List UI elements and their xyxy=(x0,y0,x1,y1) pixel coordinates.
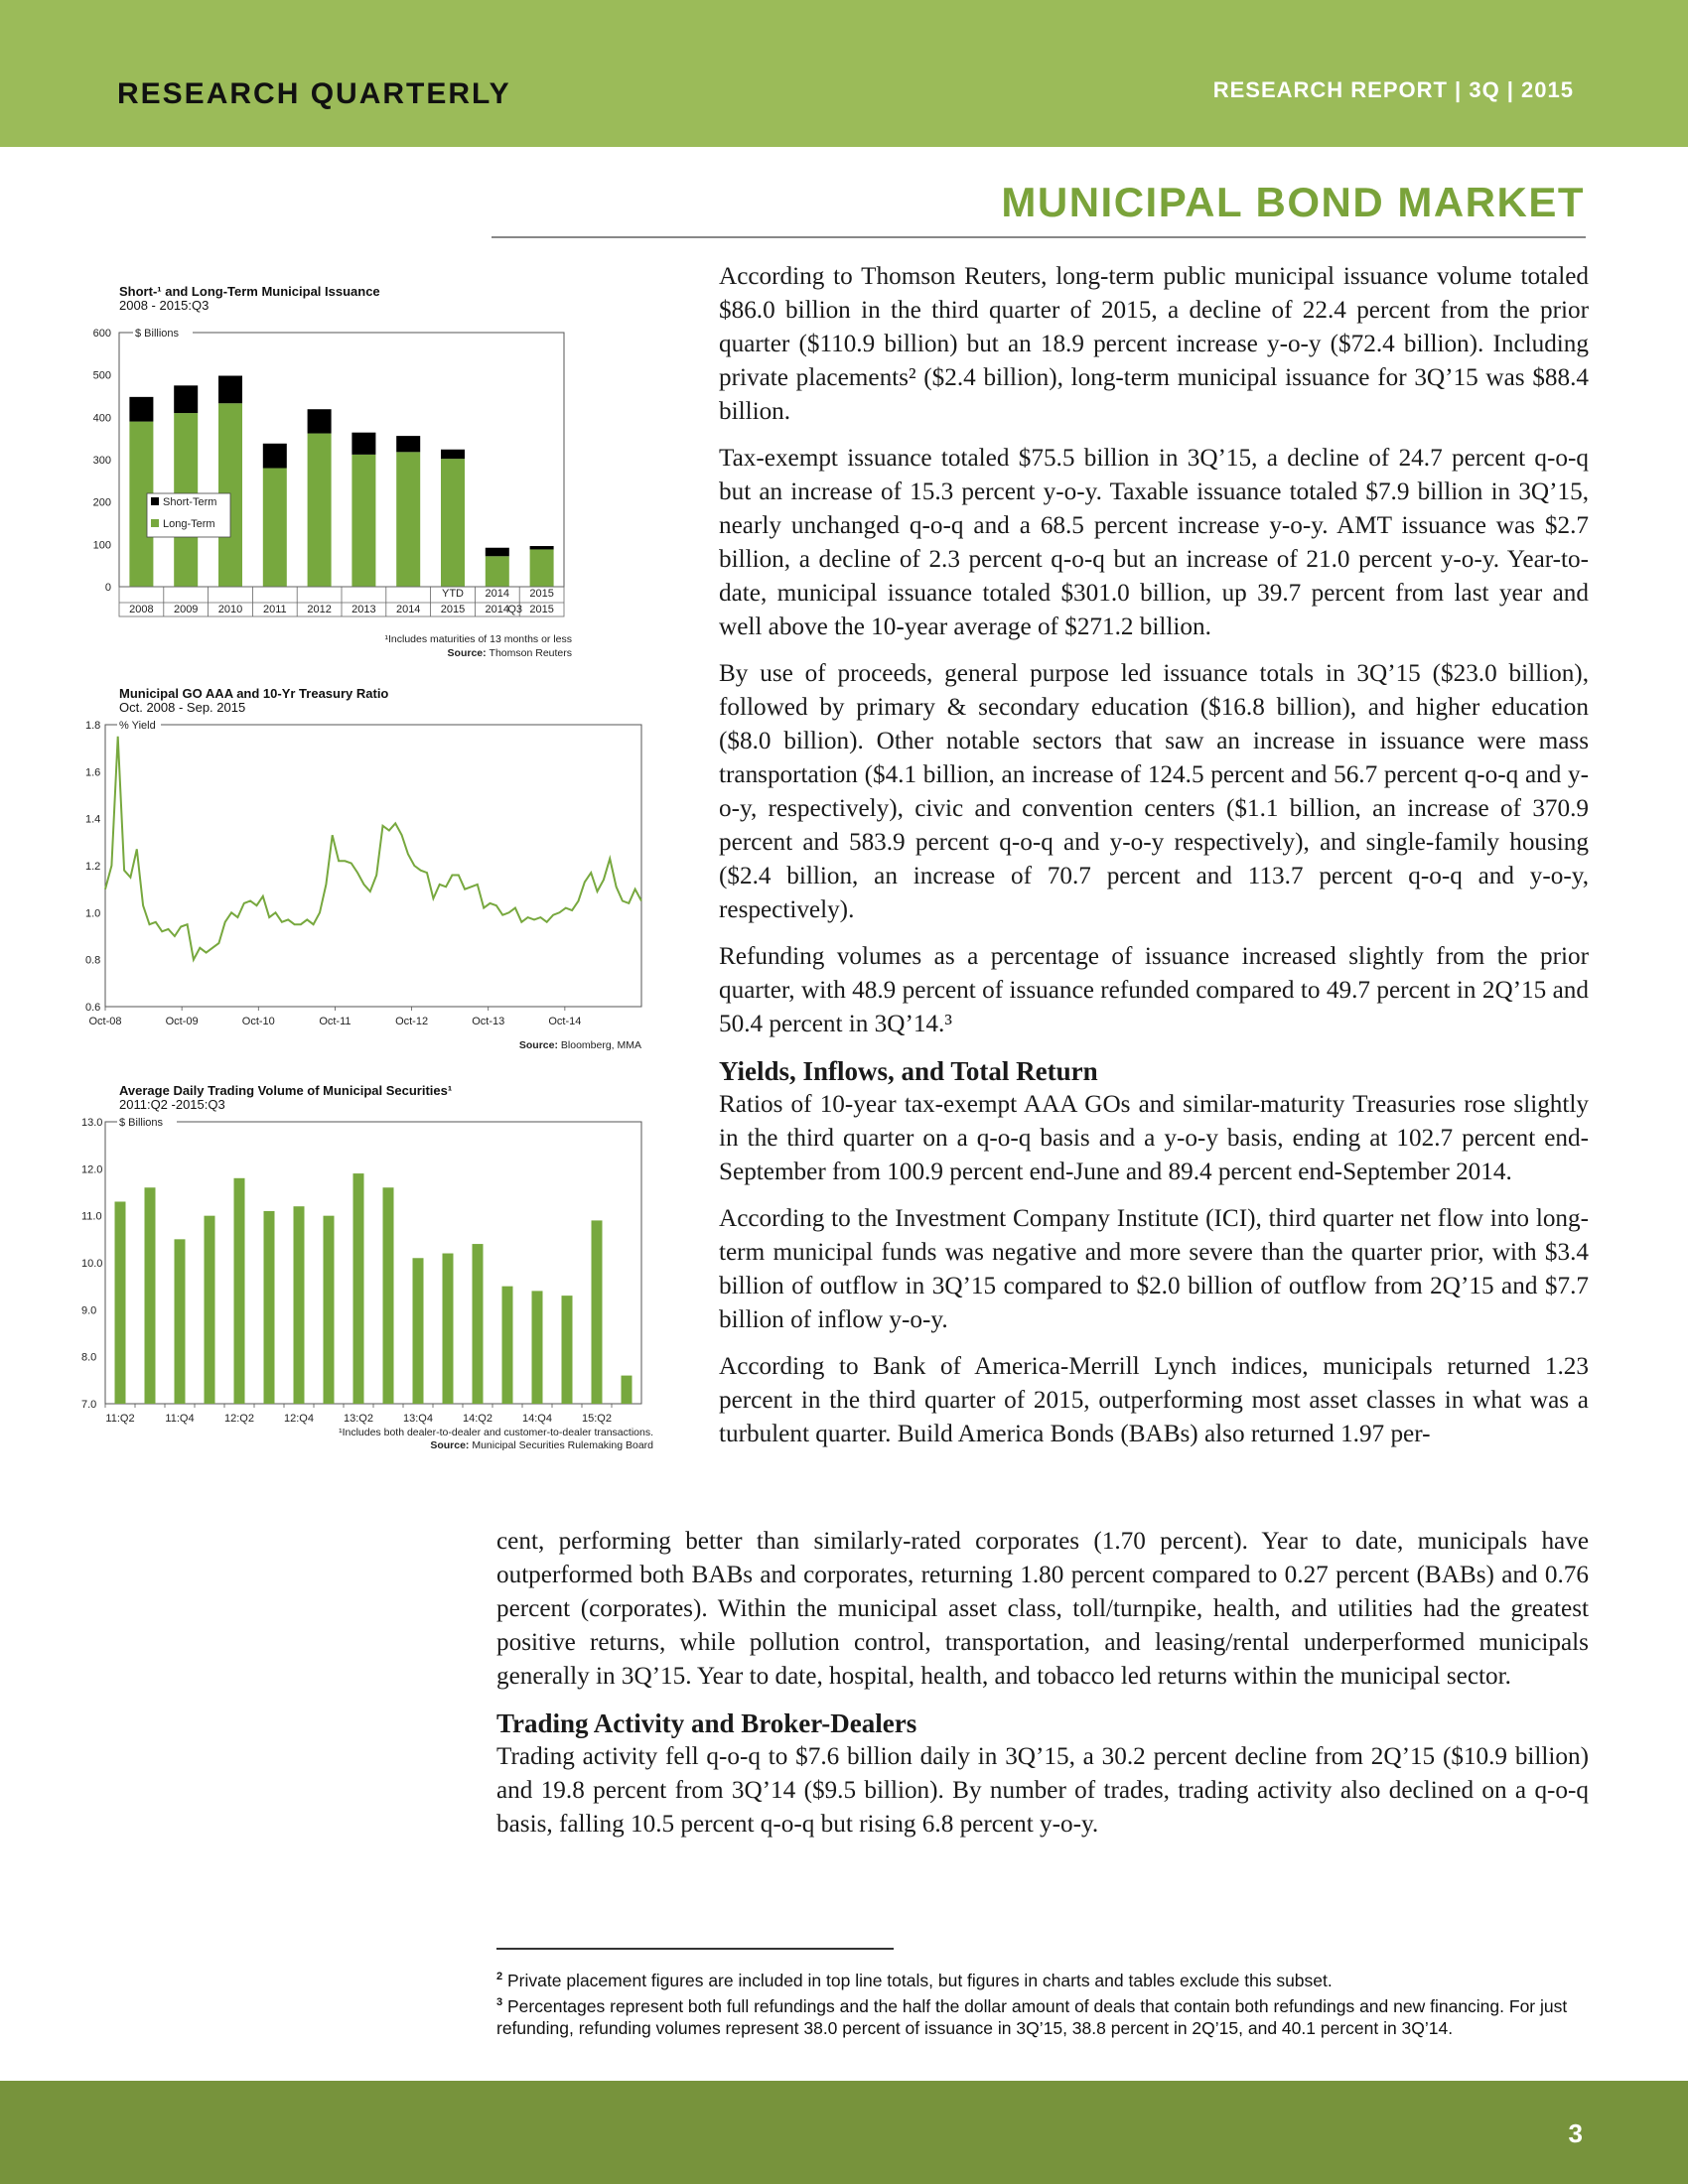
y-tick-label: 100 xyxy=(92,539,111,552)
footnote-2 xyxy=(496,1966,1589,1991)
report-label: RESEARCH REPORT | 3Q | 2015 xyxy=(1212,77,1574,102)
y-tick-label: 9.0 xyxy=(81,1304,97,1317)
volume-bar xyxy=(324,1216,335,1404)
x-tick-label: 11:Q2 xyxy=(105,1413,135,1425)
chart-subtitle: 2008 - 2015:Q3 xyxy=(119,298,210,313)
chart-subtitle: 2011:Q2 -2015:Q3 xyxy=(119,1097,225,1112)
source-text: Municipal Securities Rulemaking Board xyxy=(472,1439,653,1451)
paragraph: Tax-exempt issuance totaled $75.5 billion in 3Q’15, a decline of 24.7 percent q-o-q but an increase of 15.3 percent y-o-y. Taxable issuance totaled $7.9 billion in 3Q’15, nearly unchanged q-o-q and a 68.5 percent increase y-o-y. AMT issuance was $2.7 billion, a decline of 2.3 percent q-o-q but an increase of 21.0 percent y-o-y. Year-to-date, municipal issuance totaled $301.0 billion, up 39.7 percent from last year and well above the 10-year average of $271.2 billion. xyxy=(719,445,1589,640)
x-tick-label: 12:Q4 xyxy=(284,1413,314,1425)
volume-bar xyxy=(264,1211,275,1404)
x-tick-label: 2010 xyxy=(217,604,243,615)
short-term-bar xyxy=(396,436,420,452)
trading-volume-chart xyxy=(81,1082,675,1479)
source-text: Thomson Reuters xyxy=(489,647,572,659)
y-tick-label: 1.6 xyxy=(85,766,101,779)
volume-bar xyxy=(383,1187,394,1404)
volume-bar xyxy=(205,1216,215,1404)
x-tick-label: Oct-12 xyxy=(395,1016,429,1027)
section-heading: Trading Activity and Broker-Dealers xyxy=(496,1708,917,1738)
y-tick-label: 1.0 xyxy=(85,907,101,920)
volume-bar xyxy=(234,1178,245,1404)
paragraph: cent, performing better than similarly-rated corporates (1.70 percent). Year to date, municipals have outperformed both BABs and corporates, returning 1.80 percent compared to 0.27 percent (BABs) and 0.76 percent (corporates). Within the municipal asset class, toll/turnpike, health, and utilities had the greatest positive returns, while pollution control, transportation, and leasing/rental underperformed municipals generally in 3Q’15. Year to date, hospital, health, and tobacco led returns within the municipal sector. xyxy=(496,1528,1589,1690)
publication-title: RESEARCH QUARTERLY xyxy=(117,77,511,110)
x-tick-label-top: YTD xyxy=(442,588,464,600)
volume-bar xyxy=(532,1291,543,1404)
x-tick-label: 13:Q2 xyxy=(344,1413,373,1425)
x-tick-label: 12:Q2 xyxy=(224,1413,254,1425)
legend-swatch-short-term xyxy=(151,497,159,505)
long-term-bar xyxy=(308,434,332,587)
volume-bar xyxy=(115,1201,126,1404)
ratio-chart xyxy=(85,685,675,1072)
source-label: Source: xyxy=(447,647,490,659)
volume-bar xyxy=(473,1244,484,1404)
long-term-bar xyxy=(530,549,554,587)
footnote-text: Private placement figures are included in top line totals, but figures in charts and tables exclude this subset. xyxy=(507,1970,1333,1990)
issuance-chart xyxy=(92,283,675,680)
volume-bar xyxy=(175,1239,186,1404)
x-tick-label-top: 2015 xyxy=(529,588,554,600)
volume-bar xyxy=(145,1187,156,1404)
short-term-bar xyxy=(352,433,375,455)
y-tick-label: 200 xyxy=(92,496,111,509)
section-title: MUNICIPAL BOND MARKET xyxy=(1001,179,1585,225)
title-divider xyxy=(492,236,1586,238)
volume-bar xyxy=(443,1254,454,1404)
chart-source xyxy=(430,1439,653,1451)
volume-bar xyxy=(353,1173,364,1404)
paragraph: According to Thomson Reuters, long-term public municipal issuance volume totaled $86.0 billion in the third quarter of 2015, a decline of 22.4 percent from the prior quarter ($110.9 billion) but an 18.9 percent increase y-o-y ($72.4 billion). Including private placements² ($2.4 billion), long-term municipal issuance for 3Q’15 was $88.4 billion. xyxy=(719,263,1589,425)
section-heading: Yields, Inflows, and Total Return xyxy=(719,1056,1098,1086)
x-tick-label: 2009 xyxy=(173,604,199,615)
plot-frame xyxy=(105,1122,641,1404)
y-tick-label: 11.0 xyxy=(81,1210,102,1223)
y-tick-label: 1.2 xyxy=(85,861,101,873)
volume-bar xyxy=(413,1258,424,1404)
long-term-bar xyxy=(441,459,465,587)
paragraph: By use of proceeds, general purpose led issuance totals in 3Q’15 ($23.0 billion), followed by primary & secondary education ($16.8 billion), and higher education ($8.0 billion). Other notable sectors that saw an increase in issuance were mass transportation ($4.1 billion, an increase of 124.5 percent and 56.7 percent q-o-q and y-o-y, respectively), civic and convention centers ($1.1 billion, an increase of 370.9 percent and 583.9 percent q-o-q and y-o-y respectively), and single-family housing ($2.4 billion, an increase of 70.7 percent and 113.7 percent q-o-q and y-o-y, respectively). xyxy=(719,660,1589,923)
x-tick-label: 2008 xyxy=(129,604,154,615)
short-term-bar xyxy=(308,409,332,433)
source-text: Bloomberg, MMA xyxy=(560,1039,641,1051)
y-tick-label: 600 xyxy=(92,328,111,340)
x-tick-label: Oct-14 xyxy=(548,1016,582,1027)
x-tick-label: 2011 xyxy=(262,604,287,615)
legend-swatch-long-term xyxy=(151,519,159,527)
x-tick-label: 2012 xyxy=(307,604,332,615)
full-width-text xyxy=(496,1525,1589,1854)
x-tick-label: 2015 xyxy=(440,604,466,615)
short-term-bar xyxy=(263,444,287,469)
y-tick-label: 12.0 xyxy=(81,1163,103,1176)
group-label: Q3 xyxy=(507,604,523,615)
page-number: 3 xyxy=(1568,2118,1583,2148)
footnote-divider xyxy=(496,1948,894,1950)
x-tick-label: 2015 xyxy=(529,604,554,615)
source-label: Source: xyxy=(518,1039,561,1051)
paragraph: According to Bank of America-Merrill Lynch indices, municipals returned 1.23 percent in the third quarter of 2015, outperforming most asset classes in what was a turbulent quarter. Build America Bonds (BABs) also returned 1.97 per- xyxy=(719,1353,1589,1447)
x-tick-label: Oct-08 xyxy=(88,1016,122,1027)
footnote-marker: 3 xyxy=(496,1995,503,2008)
y-tick-label: 0 xyxy=(104,582,111,594)
x-tick-label: 14:Q4 xyxy=(522,1413,552,1425)
y-tick-label: 0.6 xyxy=(85,1002,101,1014)
y-axis-unit: % Yield xyxy=(119,720,156,732)
paragraph: Trading activity fell q-o-q to $7.6 billion daily in 3Q’15, a 30.2 percent decline from 2Q’15 ($10.9 billion) and 19.8 percent from 3Q’14 ($9.5 billion). By number of trades, trading activity also declined on a q-o-q basis, falling 10.5 percent q-o-q but rising 6.8 percent y-o-y. xyxy=(496,1743,1589,1838)
x-tick-label: 13:Q4 xyxy=(403,1413,433,1425)
header-band xyxy=(0,0,1688,147)
chart-title: Municipal GO AAA and 10-Yr Treasury Ratio xyxy=(119,686,389,701)
y-tick-label: 0.8 xyxy=(85,954,101,967)
y-tick-label: 7.0 xyxy=(81,1399,97,1411)
volume-bar xyxy=(502,1287,513,1404)
volume-bar xyxy=(622,1376,633,1404)
x-tick-label: 2013 xyxy=(352,604,376,615)
x-tick-label: Oct-11 xyxy=(319,1016,352,1027)
y-tick-label: 500 xyxy=(92,369,111,382)
x-tick-label: 15:Q2 xyxy=(582,1413,612,1425)
chart-title: Short-¹ and Long-Term Municipal Issuance xyxy=(119,284,380,299)
short-term-bar xyxy=(174,385,198,413)
chart-subtitle: Oct. 2008 - Sep. 2015 xyxy=(119,700,246,715)
issuance-chart-svg xyxy=(92,283,675,680)
plot-frame xyxy=(105,725,641,1007)
footnotes xyxy=(496,1966,1589,2039)
long-term-bar xyxy=(263,469,287,587)
y-tick-label: 10.0 xyxy=(81,1258,103,1270)
source-label: Source: xyxy=(430,1439,473,1451)
footnote-text: Percentages represent both full refundings and the half the dollar amount of deals that contain both refundings and new financing. For just refunding, refunding volumes represent 38.0 percent of issuance in 3Q’15, 38.8 percent in 2Q’15, and 40.1 percent in 3Q’14. xyxy=(496,1995,1568,2038)
volume-bar xyxy=(562,1296,573,1404)
long-term-bar xyxy=(486,556,509,587)
ratio-line xyxy=(105,737,641,960)
chart-note: ¹Includes maturities of 13 months or less xyxy=(384,633,572,645)
y-axis-unit: $ Billions xyxy=(119,1117,164,1129)
legend-label-short-term: Short-Term xyxy=(163,496,217,508)
x-tick-label: Oct-09 xyxy=(165,1016,199,1027)
x-tick-label: 14:Q2 xyxy=(463,1413,492,1425)
trading-volume-chart-svg xyxy=(81,1082,675,1479)
x-tick-label: Oct-13 xyxy=(472,1016,505,1027)
legend-label-long-term: Long-Term xyxy=(163,518,215,530)
x-tick-label: 2014 xyxy=(485,604,510,615)
short-term-bar xyxy=(441,450,465,459)
x-tick-label-top: 2014 xyxy=(485,588,510,600)
right-column-text xyxy=(719,260,1589,1451)
chart-title: Average Daily Trading Volume of Municipal Securities¹ xyxy=(119,1083,453,1098)
y-tick-label: 400 xyxy=(92,412,111,425)
paragraph: According to the Investment Company Institute (ICI), third quarter net flow into long-term municipal funds was negative and more severe than the quarter prior, with $3.4 billion of outflow in 3Q’15 compared to $2.0 billion of outflow from 2Q’15 and $7.7 billion of inflow y-o-y. xyxy=(719,1205,1589,1333)
y-tick-label: 300 xyxy=(92,455,111,467)
ratio-chart-svg xyxy=(85,685,675,1072)
long-term-bar xyxy=(396,452,420,587)
short-term-bar xyxy=(129,397,153,422)
footer-band xyxy=(0,2081,1688,2184)
chart-source xyxy=(519,1039,641,1051)
y-tick-label: 8.0 xyxy=(81,1351,97,1364)
volume-bar xyxy=(592,1220,603,1404)
footnote-marker: 2 xyxy=(496,1971,503,1982)
short-term-bar xyxy=(486,548,509,557)
chart-note: ¹Includes both dealer-to-dealer and customer-to-dealer transactions. xyxy=(339,1427,653,1438)
y-tick-label: 13.0 xyxy=(81,1117,103,1129)
long-term-bar xyxy=(352,455,375,587)
y-tick-label: 1.8 xyxy=(85,720,101,732)
volume-bar xyxy=(294,1206,305,1404)
chart-source xyxy=(448,647,572,659)
paragraph: Ratios of 10-year tax-exempt AAA GOs and similar-maturity Treasuries rose slightly in the third quarter on a q-o-q basis and a y-o-y basis, ending at 102.7 percent end-September from 100.9 percent end-June and 89.4 percent end-September 2014. xyxy=(719,1091,1589,1185)
x-tick-label: 11:Q4 xyxy=(165,1413,195,1425)
y-axis-unit: $ Billions xyxy=(135,328,180,340)
x-tick-label: Oct-10 xyxy=(241,1016,275,1027)
short-term-bar xyxy=(218,376,242,404)
footnote-3 xyxy=(496,1991,1589,2039)
y-tick-label: 1.4 xyxy=(85,813,101,826)
x-tick-label: 2014 xyxy=(395,604,421,615)
paragraph: Refunding volumes as a percentage of issuance increased slightly from the prior quarter, with 48.9 percent of issuance refunded compared to 49.7 percent in 2Q’15 and 50.4 percent in 3Q’14.³ xyxy=(719,943,1589,1037)
short-term-bar xyxy=(530,546,554,549)
